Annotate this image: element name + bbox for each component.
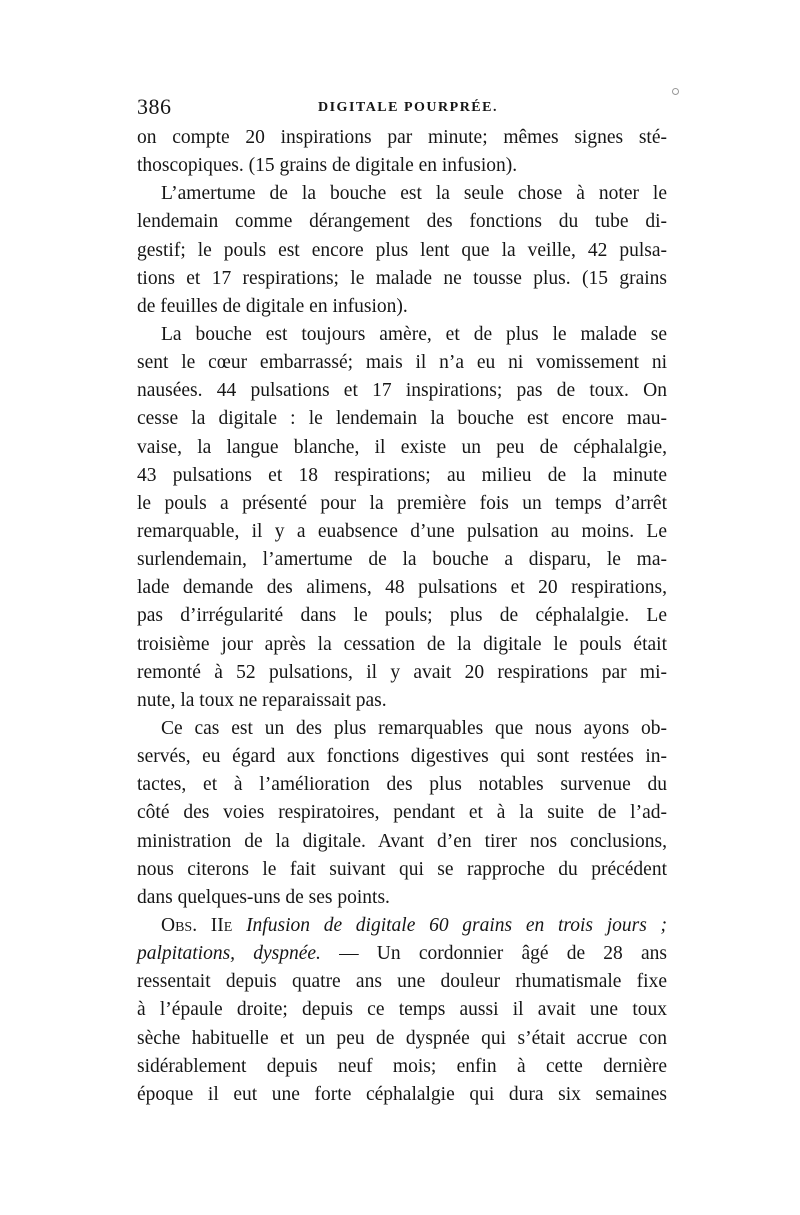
text-line: troisième jour après la cessation de la digitale le pouls était xyxy=(137,633,667,655)
text-line: nous citerons le fait suivant qui se rapproche du précédent xyxy=(137,858,667,880)
text-line: sèche habituelle et un peu de dyspnée qui s’était accrue con xyxy=(137,1027,667,1049)
text-line: remarquable, il y a euabsence d’une pulsation au moins. Le xyxy=(137,520,667,542)
text-line: tactes, et à l’amélioration des plus notables survenue du xyxy=(137,774,667,796)
text-line: de feuilles de digitale en infusion). xyxy=(137,295,408,317)
observation-heading-cont xyxy=(137,940,667,968)
text-line: L’amertume de la bouche est la seule chose à noter le xyxy=(161,183,667,205)
observation-title: Infusion de digitale 60 grains en trois jours ; xyxy=(246,914,668,936)
text-line: pas d’irrégularité dans le pouls; plus de céphalalgie. Le xyxy=(137,605,667,627)
text-line: La bouche est toujours amère, et de plus le malade se xyxy=(161,323,667,345)
text-line: on compte 20 inspirations par minute; mêmes signes sté- xyxy=(137,127,667,148)
text-line: 43 pulsations et 18 respirations; au milieu de la minute xyxy=(137,464,667,486)
text-line: gestif; le pouls est encore plus lent que la veille, 42 pulsa- xyxy=(137,239,667,261)
text-line: nute, la toux ne reparaissait pas. xyxy=(137,689,387,711)
running-head: DIGITALE POURPRÉE. xyxy=(318,100,498,115)
text-line: dans quelques-uns de ses points. xyxy=(137,886,390,908)
page-speck xyxy=(672,88,679,95)
body-text xyxy=(137,124,667,1109)
observation-label: Obs. IIe xyxy=(161,914,233,936)
text-line: lendemain comme dérangement des fonctions du tube di- xyxy=(137,211,667,233)
text-line: époque il eut une forte céphalalgie qui dura six semaines xyxy=(137,1083,667,1105)
observation-text-start: — Un cordonnier âgé de 28 ans xyxy=(339,943,667,965)
text-line: surlendemain, l’amertume de la bouche a disparu, le ma- xyxy=(137,549,667,571)
text-line: lade demande des alimens, 48 pulsations et 20 respirations, xyxy=(137,577,667,599)
text-line: nausées. 44 pulsations et 17 inspirations; pas de toux. On xyxy=(137,380,667,402)
text-line: ministration de la digitale. Avant d’en tirer nos conclusions, xyxy=(137,830,667,852)
text-line: ressentait depuis quatre ans une douleur rhumatismale fixe xyxy=(137,971,667,993)
text-line: à l’épaule droite; depuis ce temps aussi il avait une toux xyxy=(137,999,667,1021)
text-line: côté des voies respiratoires, pendant et à la suite de l’ad- xyxy=(137,802,667,824)
observation-heading xyxy=(137,912,667,940)
text-line: tions et 17 respirations; le malade ne tousse plus. (15 grains xyxy=(137,267,667,289)
observation-title-cont: palpitations, dyspnée. xyxy=(137,943,321,965)
text-line: thoscopiques. (15 grains de digitale en infusion). xyxy=(137,155,518,177)
text-line: sidérablement depuis neuf mois; enfin à cette dernière xyxy=(137,1055,667,1077)
page-number: 386 xyxy=(137,94,172,119)
text-line: remonté à 52 pulsations, il y avait 20 respirations par mi- xyxy=(137,661,667,683)
text-line: Ce cas est un des plus remarquables que nous ayons ob- xyxy=(161,717,667,739)
text-line: cesse la digitale : le lendemain la bouche est encore mau- xyxy=(137,408,667,430)
text-line: servés, eu égard aux fonctions digestives qui sont restées in- xyxy=(137,746,667,768)
text-line: sent le cœur embarrassé; mais il n’a eu ni vomissement ni xyxy=(137,352,667,374)
page-header xyxy=(137,94,667,124)
text-line: le pouls a présenté pour la première fois un temps d’arrêt xyxy=(137,492,667,514)
text-line: vaise, la langue blanche, il existe un peu de céphalalgie, xyxy=(137,436,667,458)
